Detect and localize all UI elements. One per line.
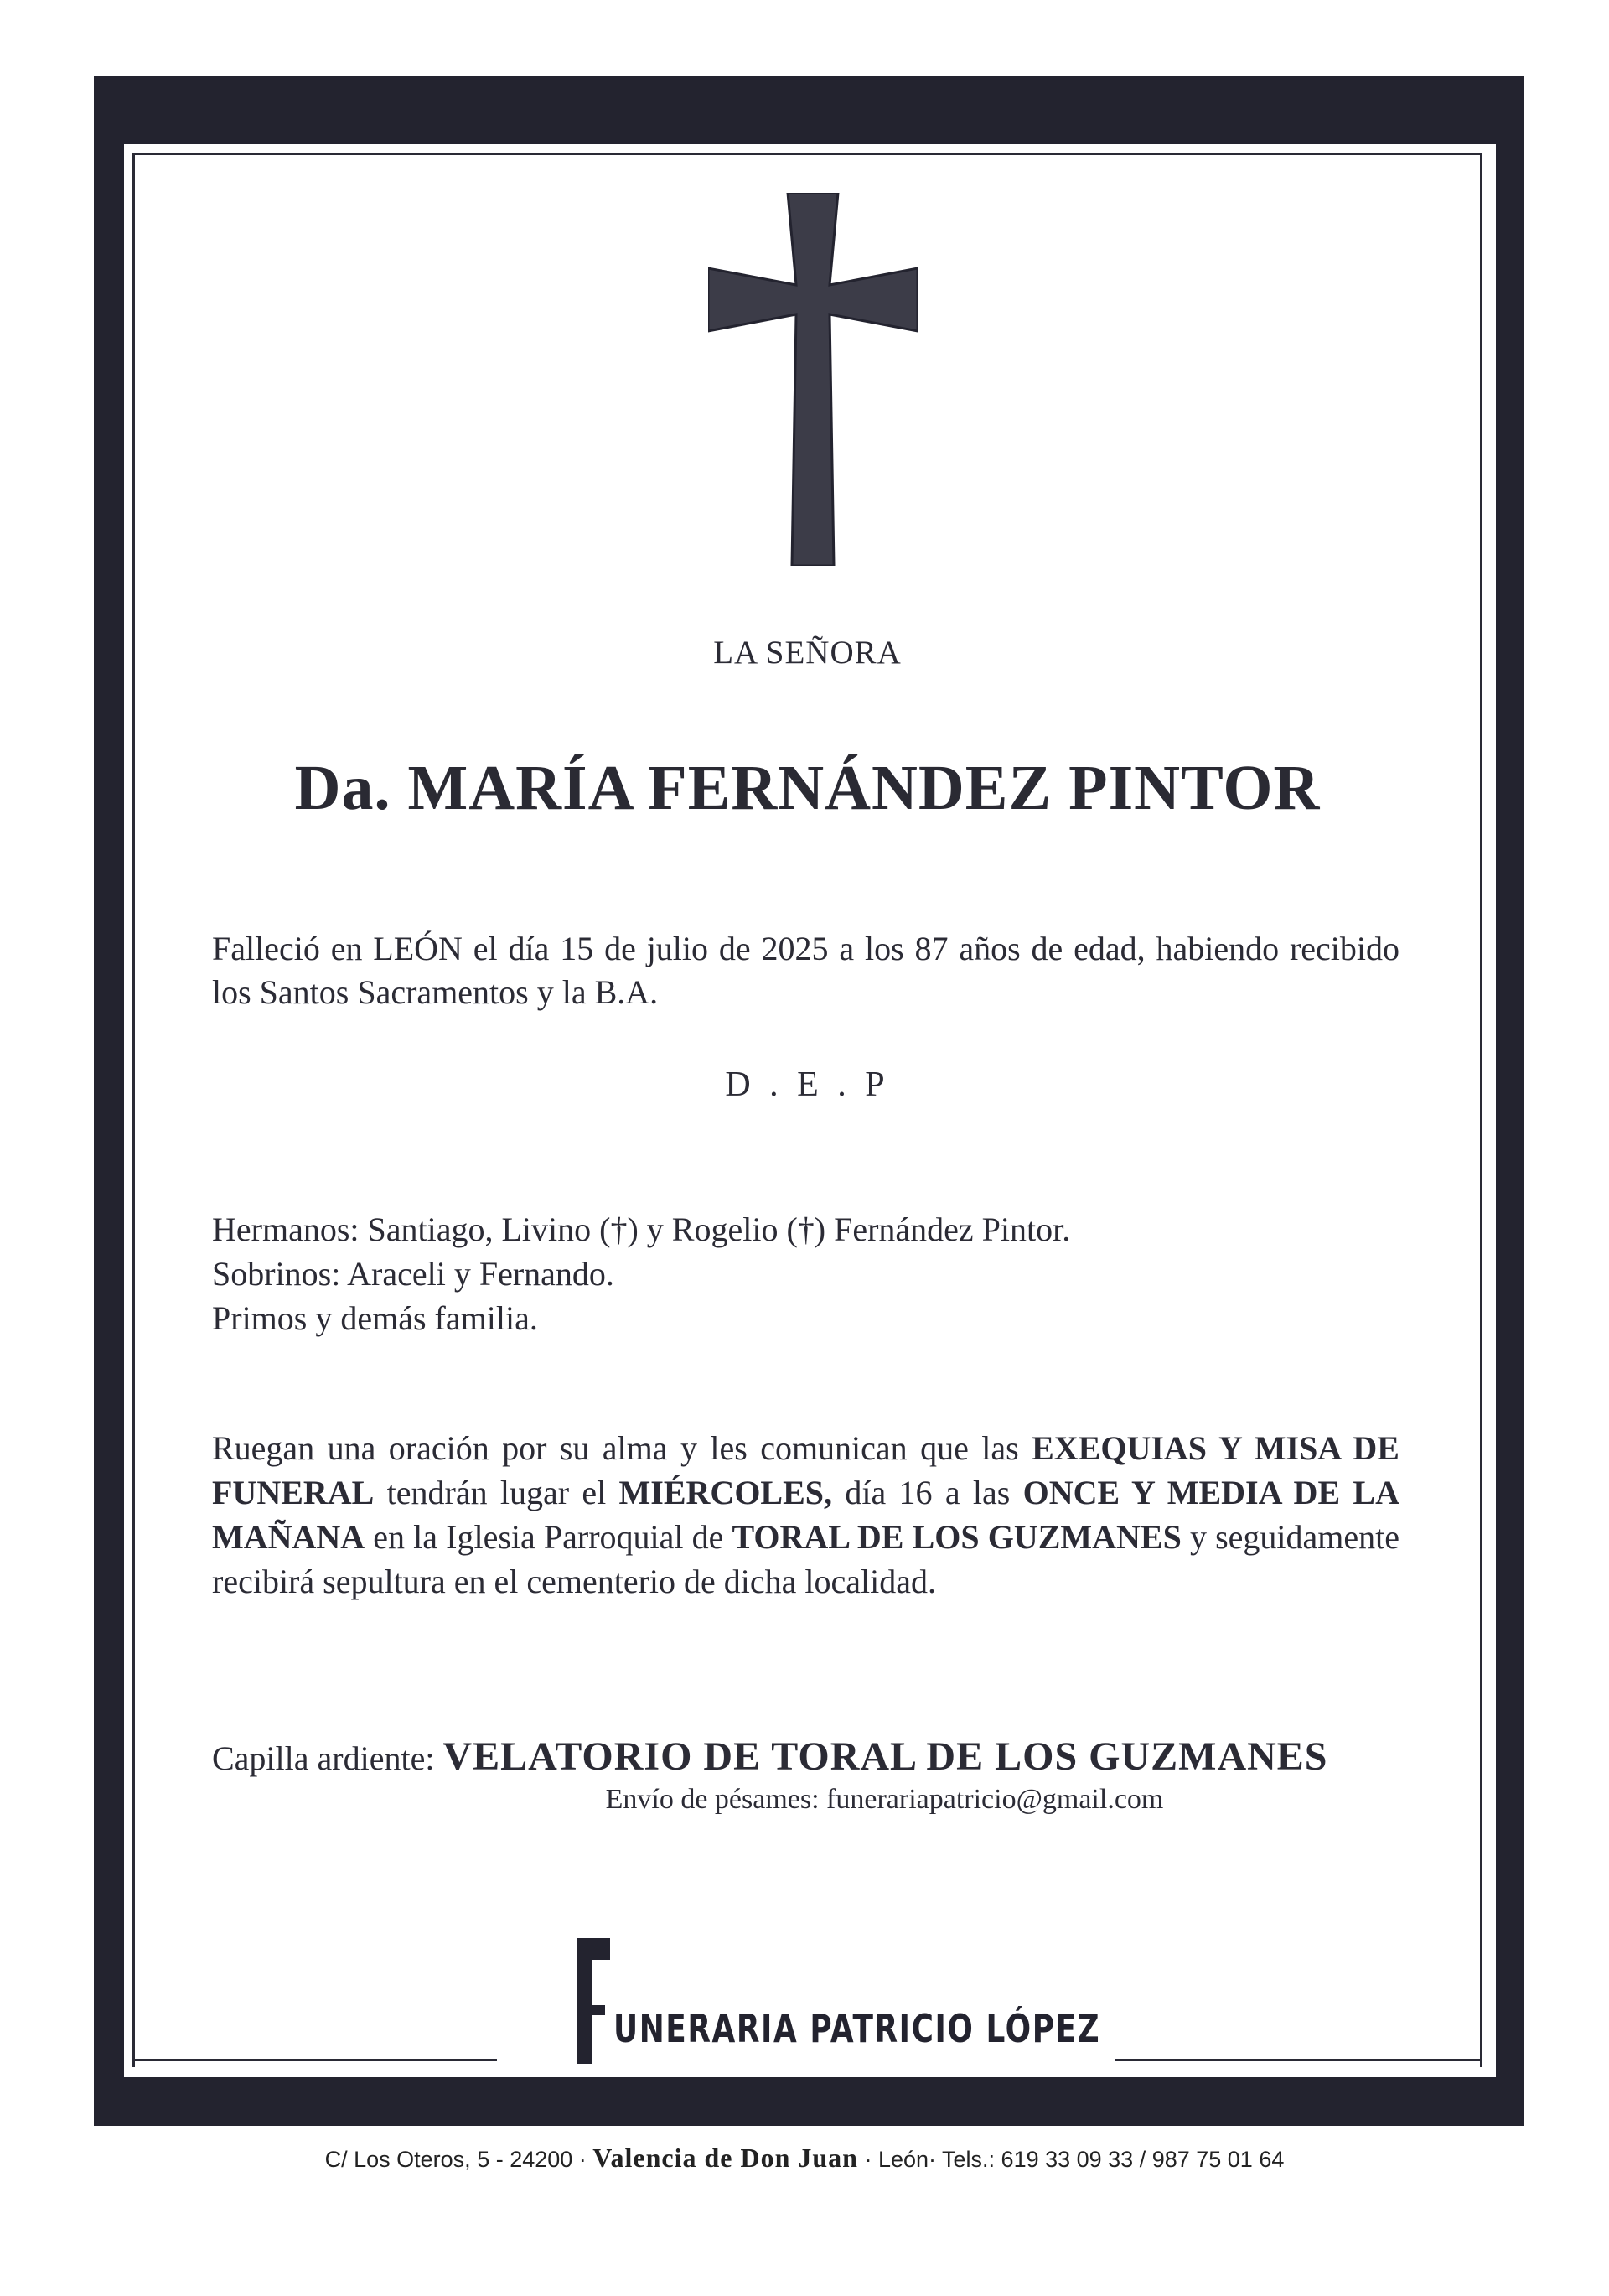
family-line-siblings: Hermanos: Santiago, Livino (†) y Rogelio (†) Fernández Pintor. (212, 1210, 1071, 1248)
funeral-details (212, 1426, 1399, 1604)
deceased-name: Da. MARÍA FERNÁNDEZ PINTOR (294, 753, 1321, 823)
family-line-nephews: Sobrinos: Araceli y Fernando. (212, 1255, 614, 1293)
rest-in-peace: D . E . P (725, 1065, 890, 1104)
funeral-text: día 16 a las (832, 1474, 1023, 1511)
funeral-service: EXEQUIAS Y MISA DE FUNERAL (212, 1429, 1399, 1511)
chapel-label: Capilla ardiente: (212, 1739, 435, 1777)
family-list (212, 1207, 1070, 1340)
funeral-home-name: UNERARIA PATRICIO LÓPEZ (613, 2006, 1101, 2051)
funeral-text: y seguidamente recibirá sepultura en el cementerio de dicha localidad. (212, 1518, 1399, 1600)
family-line-cousins: Primos y demás familia. (212, 1299, 538, 1337)
funeral-place: TORAL DE LOS GUZMANES (732, 1518, 1182, 1556)
footer-rule-left (132, 2059, 497, 2061)
funeral-home-logo (577, 1938, 610, 2064)
address-town: Valencia de Don Juan (592, 2143, 858, 2173)
funeral-text: tendrán lugar el (374, 1474, 619, 1511)
address-contact: · León· Tels.: 619 33 09 33 / 987 75 01 64 (864, 2147, 1285, 2172)
latin-cross-icon (708, 193, 918, 566)
address-street: C/ Los Oteros, 5 - 24200 · (324, 2147, 587, 2172)
funeral-text: en la Iglesia Parroquial de (365, 1518, 732, 1556)
condolences-email: Envío de pésames: funerariapatricio@gmail.com (605, 1784, 1164, 1815)
funeral-day: MIÉRCOLES, (618, 1474, 833, 1511)
funeral-chapel (212, 1734, 1328, 1780)
funeral-text: Ruegan una oración por su alma y les comunican que las (212, 1429, 1032, 1467)
deceased-title: LA SEÑORA (713, 635, 902, 671)
funeral-home-address (0, 2143, 1609, 2174)
funeral-time: ONCE Y MEDIA DE LA MAÑANA (212, 1474, 1399, 1556)
footer-rule-right (1115, 2059, 1482, 2061)
chapel-venue: VELATORIO DE TORAL DE LOS GUZMANES (442, 1734, 1328, 1779)
death-announcement: Falleció en LEÓN el día 15 de julio de 2025 a los 87 años de edad, habiendo recibido los Santos Sacramentos y la B.A. (212, 930, 1399, 1011)
